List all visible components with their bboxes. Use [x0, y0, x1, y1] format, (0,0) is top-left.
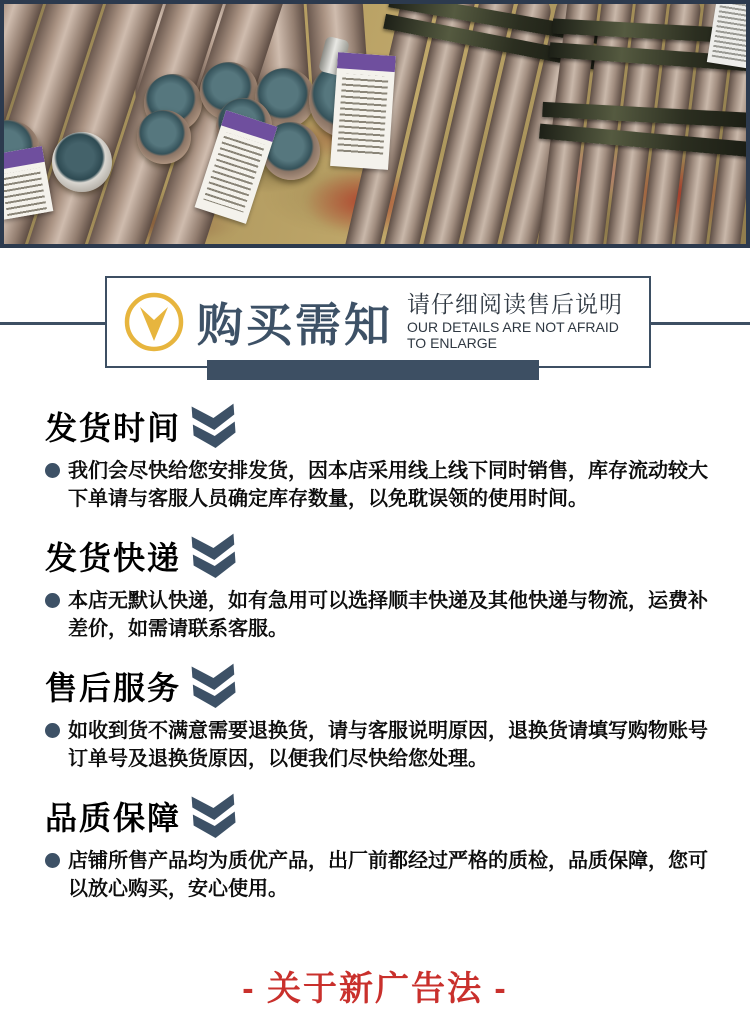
- tag-text-lines: [337, 73, 388, 156]
- section-title-after-sales: [45, 663, 710, 709]
- banner-subtitle-en: OUR DETAILS ARE NOT AFRAID TO ENLARGE: [407, 319, 619, 351]
- section-title-text: 品质保障: [45, 800, 182, 836]
- tag-purple-band: [337, 52, 396, 72]
- section-body-text: 如收到货不满意需要退换货，请与客服说明原因，退换货请填写购物账号订单号及退换货原因，以便我们尽快给您处理。: [68, 720, 708, 770]
- purchase-notice-banner: [0, 248, 750, 383]
- circle-double-chevron-down-icon: [123, 291, 185, 353]
- notice-sections: [0, 383, 750, 903]
- section-body: [45, 847, 710, 903]
- banner-subtitle: [407, 292, 632, 351]
- banner-underline-bar: [207, 360, 539, 380]
- product-tag: [330, 52, 396, 170]
- double-chevron-down-icon: [187, 531, 240, 580]
- double-chevron-down-icon: [187, 661, 240, 710]
- section-body-text: 本店无默认快递，如有急用可以选择顺丰快递及其他快递与物流，运费补差价，如需请联系客服。: [68, 590, 708, 640]
- bullet-icon: [45, 723, 60, 738]
- section-title-text: 发货时间: [45, 410, 182, 446]
- pipe-end-silver: [52, 132, 112, 192]
- section-body-text: 我们会尽快给您安排发货，因本店采用线上线下同时销售，库存流动较大下单请与客服人员确定库存数量，以免耽误领的使用时间。: [68, 460, 708, 510]
- product-photo: [0, 0, 750, 248]
- pipe-end: [137, 110, 191, 164]
- ad-law-divider-title: - 关于新广告法 -: [242, 970, 508, 1008]
- double-chevron-down-icon: [187, 791, 240, 840]
- paper-text-lines: [712, 0, 750, 62]
- section-title-quality: [45, 793, 710, 839]
- section-body: [45, 717, 710, 773]
- bullet-icon: [45, 463, 60, 478]
- section-title-shipping-courier: [45, 533, 710, 579]
- section-title-text: 售后服务: [45, 670, 182, 706]
- tag-text-lines: [0, 168, 47, 220]
- section-body: [45, 587, 710, 643]
- section-body-text: 店铺所售产品均为质优产品，出厂前都经过严格的质检，品质保障，您可以放心购买，安心使用。: [68, 850, 708, 900]
- section-title-text: 发货快递: [45, 540, 182, 576]
- bullet-icon: [45, 853, 60, 868]
- double-chevron-down-icon: [187, 401, 240, 450]
- section-title-shipping-time: [45, 403, 710, 449]
- bullet-icon: [45, 593, 60, 608]
- section-body: [45, 457, 710, 513]
- banner-subtitle-cn: 请仔细阅读售后说明: [407, 291, 623, 318]
- purchase-notice-box: [105, 276, 651, 368]
- banner-title: 购买需知: [197, 299, 393, 351]
